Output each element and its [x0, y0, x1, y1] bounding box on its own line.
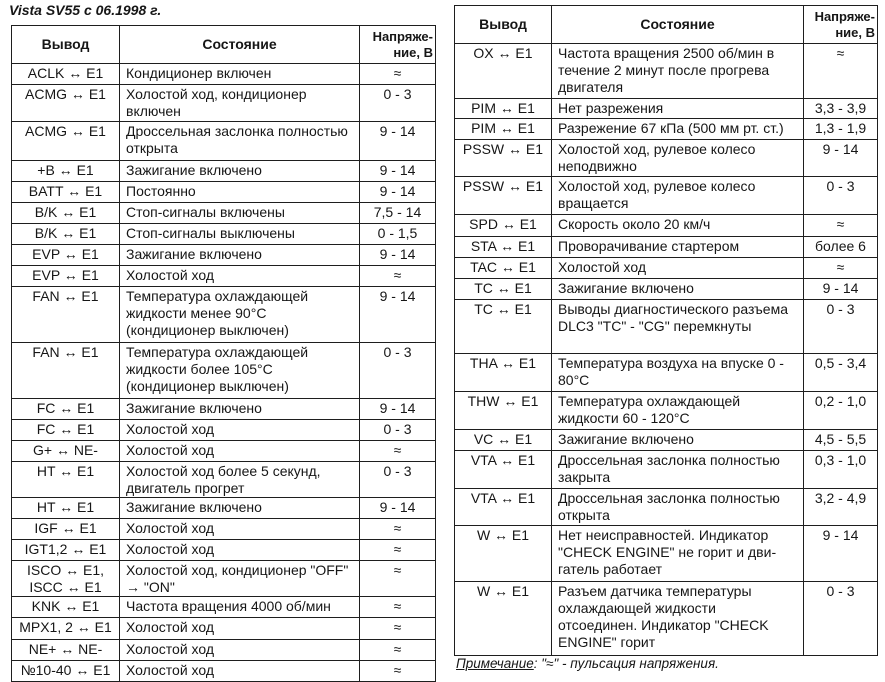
table-row — [12, 661, 436, 682]
condition-cell: Холостой ход — [120, 420, 360, 441]
condition-cell: Зажигание включено — [120, 399, 360, 420]
voltage-cell: ≈ — [360, 597, 436, 618]
pin-cell: TAC ↔ E1 — [455, 258, 552, 279]
footnote-label: Примечание — [456, 656, 534, 671]
condition-cell: Дроссельная заслонка полностью открыта — [120, 122, 360, 161]
voltage-cell: 0,5 - 3,4 — [804, 354, 878, 392]
voltage-cell: ≈ — [360, 266, 436, 287]
pin-cell: VC ↔ E1 — [455, 430, 552, 451]
voltage-cell: ≈ — [804, 44, 878, 99]
left-voltage-table — [11, 25, 436, 682]
table-row — [12, 540, 436, 561]
pin-cell: OX ↔ E1 — [455, 44, 552, 99]
header-pin: Вывод — [455, 6, 552, 44]
voltage-cell: 0 - 3 — [804, 300, 878, 354]
pin-cell: ACMG ↔ E1 — [12, 85, 120, 122]
voltage-cell: ≈ — [360, 441, 436, 462]
voltage-cell: 0,3 - 1,0 — [804, 451, 878, 489]
condition-cell: Холостой ход — [120, 640, 360, 661]
condition-cell: Выводы диагностического разъема DLC3 "TC" - "CG" перемкнуты — [552, 300, 804, 354]
condition-cell: Кондиционер включен — [120, 64, 360, 85]
table-row — [12, 266, 436, 287]
table-row — [12, 287, 436, 343]
footnote-text: : "≈" - пульсация напряжения. — [533, 656, 719, 671]
condition-cell: Температура охлаждающей жидкости 60 - 120°C — [552, 392, 804, 430]
table-row — [12, 462, 436, 498]
condition-cell: Разрежение 67 кПа (500 мм рт. ст.) — [552, 119, 804, 140]
pin-cell: BATT ↔ E1 — [12, 182, 120, 203]
table-row — [455, 177, 878, 215]
condition-cell: Зажигание включено — [552, 430, 804, 451]
condition-cell: Температура охлаждающей жидкости более 105°C (кондиционер выключен) — [120, 343, 360, 399]
voltage-cell: ≈ — [360, 64, 436, 85]
table-row — [455, 215, 878, 237]
header-voltage: Напряже-ние, В — [804, 6, 878, 44]
table-row — [12, 85, 436, 122]
pin-cell: STA ↔ E1 — [455, 237, 552, 258]
pin-cell: PIM ↔ E1 — [455, 99, 552, 119]
voltage-cell: более 6 — [804, 237, 878, 258]
condition-cell: Зажигание включено — [120, 245, 360, 266]
table-row — [12, 399, 436, 420]
pin-cell: HT ↔ E1 — [12, 498, 120, 519]
pin-cell: G+ ↔ NE- — [12, 441, 120, 462]
header-voltage: Напряже-ние, В — [360, 26, 436, 64]
condition-cell: Холостой ход — [120, 519, 360, 540]
table-row — [455, 582, 878, 656]
pin-cell: EVP ↔ E1 — [12, 266, 120, 287]
pin-cell: MPX1, 2 ↔ E1 — [12, 618, 120, 640]
voltage-cell: 0 - 3 — [360, 420, 436, 441]
condition-cell: Холостой ход, рулевое колесо неподвижно — [552, 140, 804, 177]
condition-cell: Проворачивание стартером — [552, 237, 804, 258]
table-row — [12, 224, 436, 245]
condition-cell: Холостой ход — [120, 540, 360, 561]
header-pin: Вывод — [12, 26, 120, 64]
voltage-cell: 0 - 1,5 — [360, 224, 436, 245]
voltage-cell: 9 - 14 — [360, 498, 436, 519]
voltage-cell: 9 - 14 — [804, 526, 878, 582]
condition-cell: Холостой ход, кондиционер "OFF" → "ON" — [120, 561, 360, 597]
voltage-cell: ≈ — [360, 618, 436, 640]
pin-cell: PIM ↔ E1 — [455, 119, 552, 140]
table-row — [12, 122, 436, 161]
voltage-cell: 3,2 - 4,9 — [804, 489, 878, 526]
pin-cell: EVP ↔ E1 — [12, 245, 120, 266]
table-header-row — [12, 26, 436, 64]
voltage-cell: 0 - 3 — [360, 462, 436, 498]
header-condition: Состояние — [552, 6, 804, 44]
condition-cell: Разъем датчика температуры охлаждающей жидкости отсоединен. Индикатор "CHECK ENGINE" горит — [552, 582, 804, 656]
condition-cell: Холостой ход, кондиционер включен — [120, 85, 360, 122]
pin-cell: PSSW ↔ E1 — [455, 177, 552, 215]
pin-cell: FC ↔ E1 — [12, 420, 120, 441]
pin-cell: NE+ ↔ NE- — [12, 640, 120, 661]
condition-cell: Частота вращения 2500 об/мин в течение 2 минут после прогрева двигателя — [552, 44, 804, 99]
table-row — [12, 618, 436, 640]
pin-cell: B/K ↔ E1 — [12, 224, 120, 245]
pin-cell: THW ↔ E1 — [455, 392, 552, 430]
table-row — [12, 343, 436, 399]
pin-cell: W ↔ E1 — [455, 526, 552, 582]
condition-cell: Частота вращения 4000 об/мин — [120, 597, 360, 618]
condition-cell: Зажигание включено — [120, 498, 360, 519]
table-row — [12, 182, 436, 203]
pin-cell: FC ↔ E1 — [12, 399, 120, 420]
table-row — [455, 119, 878, 140]
condition-cell: Постоянно — [120, 182, 360, 203]
condition-cell: Холостой ход — [120, 618, 360, 640]
voltage-cell: 9 - 14 — [804, 140, 878, 177]
left-table-body — [12, 64, 436, 682]
voltage-cell: 0,2 - 1,0 — [804, 392, 878, 430]
condition-cell: Дроссельная заслонка полностью закрыта — [552, 451, 804, 489]
condition-cell: Температура охлаждающей жидкости менее 90°C (кондиционер выключен) — [120, 287, 360, 343]
table-row — [455, 237, 878, 258]
table-row — [455, 451, 878, 489]
table-row — [12, 519, 436, 540]
pin-cell: KNK ↔ E1 — [12, 597, 120, 618]
table-row — [12, 640, 436, 661]
pin-cell: THA ↔ E1 — [455, 354, 552, 392]
voltage-cell: ≈ — [360, 661, 436, 682]
footnote — [456, 655, 719, 673]
document-title: Vista SV55 с 06.1998 г. — [9, 2, 162, 18]
pin-cell: +B ↔ E1 — [12, 161, 120, 182]
table-row — [455, 354, 878, 392]
voltage-cell: 9 - 14 — [804, 279, 878, 300]
voltage-cell: ≈ — [360, 540, 436, 561]
pin-cell: ISCO ↔ E1, ISCC ↔ E1 — [12, 561, 120, 597]
voltage-cell: 0 - 3 — [360, 343, 436, 399]
voltage-cell: 9 - 14 — [360, 399, 436, 420]
table-row — [455, 526, 878, 582]
voltage-cell: 0 - 3 — [804, 177, 878, 215]
pin-cell: PSSW ↔ E1 — [455, 140, 552, 177]
voltage-cell: 9 - 14 — [360, 245, 436, 266]
condition-cell: Холостой ход — [120, 441, 360, 462]
pin-cell: VTA ↔ E1 — [455, 489, 552, 526]
header-condition: Состояние — [120, 26, 360, 64]
table-row — [455, 489, 878, 526]
voltage-cell: ≈ — [360, 561, 436, 597]
condition-cell: Холостой ход — [552, 258, 804, 279]
condition-cell: Холостой ход более 5 секунд, двигатель прогрет — [120, 462, 360, 498]
right-table-body — [455, 44, 878, 656]
pin-cell: ACLK ↔ E1 — [12, 64, 120, 85]
table-row — [12, 498, 436, 519]
table-row — [12, 597, 436, 618]
table-row — [455, 300, 878, 354]
pin-cell: SPD ↔ E1 — [455, 215, 552, 237]
pin-cell: IGT1,2 ↔ E1 — [12, 540, 120, 561]
voltage-cell: 9 - 14 — [360, 287, 436, 343]
condition-cell: Нет разрежения — [552, 99, 804, 119]
condition-cell: Холостой ход — [120, 266, 360, 287]
table-row — [455, 44, 878, 99]
pin-cell: FAN ↔ E1 — [12, 343, 120, 399]
pin-cell: №10-40 ↔ E1 — [12, 661, 120, 682]
voltage-cell: 4,5 - 5,5 — [804, 430, 878, 451]
condition-cell: Холостой ход — [120, 661, 360, 682]
condition-cell: Зажигание включено — [120, 161, 360, 182]
table-row — [12, 203, 436, 224]
table-row — [12, 420, 436, 441]
table-row — [455, 279, 878, 300]
voltage-cell: ≈ — [360, 519, 436, 540]
voltage-cell: ≈ — [804, 258, 878, 279]
condition-cell: Холостой ход, рулевое колесо вращается — [552, 177, 804, 215]
table-row — [12, 161, 436, 182]
voltage-cell: 7,5 - 14 — [360, 203, 436, 224]
table-row — [455, 392, 878, 430]
table-row — [455, 430, 878, 451]
right-voltage-table — [454, 5, 878, 656]
voltage-cell: ≈ — [360, 640, 436, 661]
voltage-cell: 9 - 14 — [360, 122, 436, 161]
condition-cell: Стоп-сигналы включены — [120, 203, 360, 224]
pin-cell: B/K ↔ E1 — [12, 203, 120, 224]
voltage-cell: 9 - 14 — [360, 161, 436, 182]
voltage-cell: 9 - 14 — [360, 182, 436, 203]
table-row — [12, 561, 436, 597]
voltage-cell: ≈ — [804, 215, 878, 237]
condition-cell: Дроссельная заслонка полностью открыта — [552, 489, 804, 526]
pin-cell: IGF ↔ E1 — [12, 519, 120, 540]
pin-cell: HT ↔ E1 — [12, 462, 120, 498]
table-row — [12, 64, 436, 85]
pin-cell: VTA ↔ E1 — [455, 451, 552, 489]
table-row — [455, 258, 878, 279]
condition-cell: Нет неисправностей. Индикатор "CHECK ENGINE" не горит и дви-гатель работает — [552, 526, 804, 582]
voltage-cell: 3,3 - 3,9 — [804, 99, 878, 119]
table-row — [12, 245, 436, 266]
voltage-cell: 1,3 - 1,9 — [804, 119, 878, 140]
pin-cell: TC ↔ E1 — [455, 300, 552, 354]
pin-cell: FAN ↔ E1 — [12, 287, 120, 343]
table-row — [455, 99, 878, 119]
condition-cell: Зажигание включено — [552, 279, 804, 300]
condition-cell: Скорость около 20 км/ч — [552, 215, 804, 237]
pin-cell: W ↔ E1 — [455, 582, 552, 656]
pin-cell: TC ↔ E1 — [455, 279, 552, 300]
pin-cell: ACMG ↔ E1 — [12, 122, 120, 161]
condition-cell: Температура воздуха на впуске 0 - 80°C — [552, 354, 804, 392]
voltage-cell: 0 - 3 — [360, 85, 436, 122]
table-header-row — [455, 6, 878, 44]
voltage-cell: 0 - 3 — [804, 582, 878, 656]
condition-cell: Стоп-сигналы выключены — [120, 224, 360, 245]
table-row — [12, 441, 436, 462]
table-row — [455, 140, 878, 177]
